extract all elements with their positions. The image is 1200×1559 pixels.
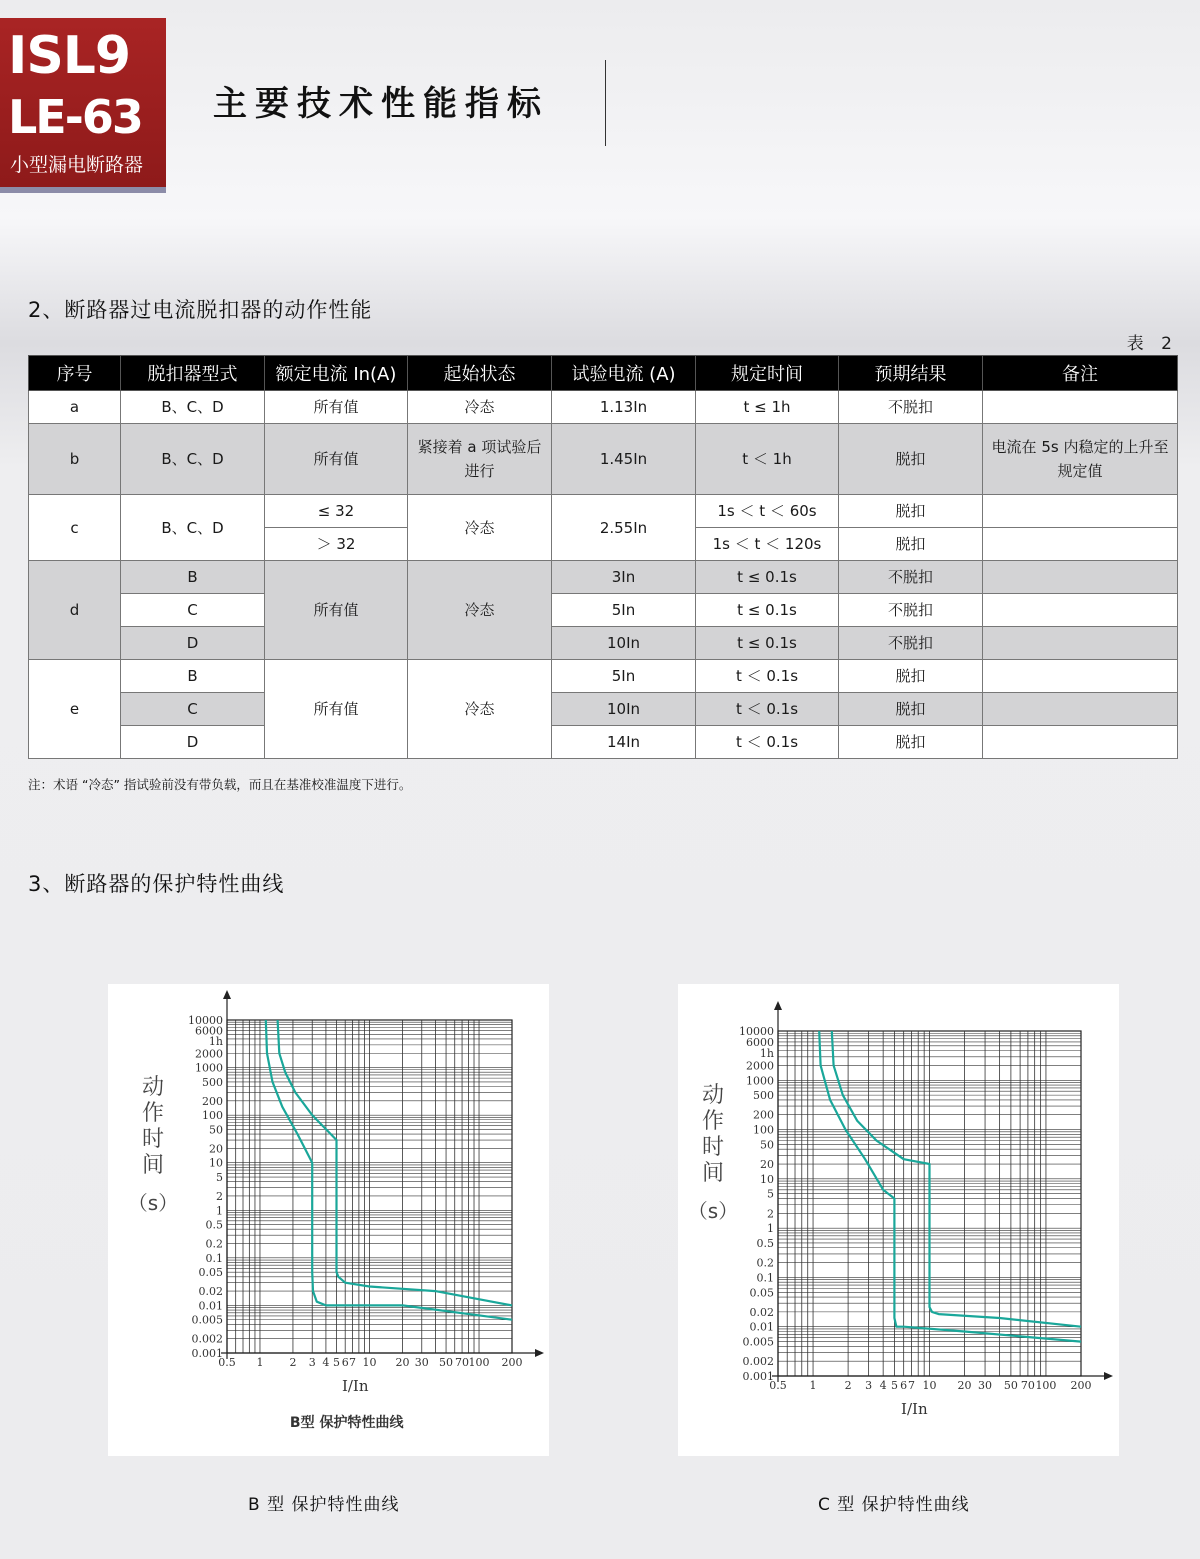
x-axis-arrow	[535, 1349, 544, 1357]
y-tick-label: 1000	[746, 1074, 774, 1088]
y-axis-unit: （s）	[127, 1191, 179, 1215]
x-tick-label: 3	[308, 1356, 316, 1369]
x-axis-arrow	[1104, 1372, 1113, 1380]
y-tick-label: 0.005	[191, 1313, 223, 1327]
y-tick-label: 0.001	[191, 1347, 223, 1360]
table-footnote: 注：术语 “冷态” 指试验前没有带负载，而且在基准校准温度下进行。	[28, 777, 412, 792]
x-tick-label: 100	[468, 1356, 490, 1369]
cell-type: B、C、D	[121, 495, 265, 561]
cell-test-current: 10In	[552, 693, 696, 726]
cell-type: D	[121, 726, 265, 759]
y-axis-arrow	[774, 1001, 782, 1010]
cell-test-current: 10In	[552, 627, 696, 660]
cell-test-current: 1.45In	[552, 424, 696, 495]
y-tick-label: 0.02	[198, 1285, 223, 1299]
y-tick-label: 0.2	[205, 1237, 223, 1251]
logo-model-line: ISL9	[8, 26, 131, 86]
cell-test-current: 5In	[552, 660, 696, 693]
x-tick-label: 200	[1070, 1379, 1092, 1392]
b-curve-plot	[108, 984, 549, 1456]
x-axis-label: I/In	[341, 1377, 369, 1395]
y-tick-label: 5	[216, 1171, 223, 1185]
y-tick-label: 0.01	[198, 1299, 223, 1313]
x-tick-label: 0.5	[769, 1379, 787, 1392]
cell-result: 脱扣	[839, 424, 983, 495]
x-tick-label: 20	[957, 1379, 972, 1392]
y-tick-label: 1h	[759, 1046, 774, 1060]
header-test-current: 试验电流 (A)	[552, 356, 696, 391]
x-tick-label: 10	[922, 1379, 937, 1392]
y-tick-label: 0.002	[191, 1332, 223, 1346]
cell-index: a	[29, 391, 121, 424]
y-tick-label: 20	[760, 1158, 774, 1172]
cell-result: 脱扣	[839, 693, 983, 726]
cell-note	[983, 495, 1178, 528]
x-tick-label: 30	[414, 1356, 429, 1369]
cell-test-current: 2.55In	[552, 495, 696, 561]
chart-title: B型 保护特性曲线	[289, 1415, 404, 1431]
x-tick-label: 4	[879, 1379, 887, 1392]
x-tick-label: 5	[333, 1356, 341, 1369]
cell-test-current: 5In	[552, 594, 696, 627]
y-tick-label: 0.5	[205, 1218, 223, 1232]
cell-result: 不脱扣	[839, 594, 983, 627]
cell-time: t ≤ 1h	[696, 391, 839, 424]
y-tick-label: 10000	[188, 1014, 223, 1027]
cell-test-current: 3In	[552, 561, 696, 594]
y-axis-label-char: 时	[701, 1135, 725, 1160]
y-tick-label: 10	[760, 1172, 774, 1186]
y-tick-label: 0.1	[756, 1271, 774, 1285]
logo-product-name: 小型漏电断路器	[10, 154, 144, 176]
y-axis-unit: （s）	[687, 1199, 739, 1223]
cell-time: t ＜ 0.1s	[696, 726, 839, 759]
cell-index: c	[29, 495, 121, 561]
cell-state: 冷态	[408, 495, 552, 561]
b-curve-caption: B 型 保护特性曲线	[248, 1495, 400, 1515]
title-divider	[605, 60, 606, 146]
cell-time: t ＜ 0.1s	[696, 693, 839, 726]
y-axis-label-char: 动	[701, 1083, 725, 1108]
cell-state: 冷态	[408, 660, 552, 759]
y-tick-label: 0.1	[205, 1251, 223, 1265]
x-tick-label: 30	[978, 1379, 993, 1392]
y-tick-label: 50	[760, 1138, 774, 1152]
header-initial-state: 起始状态	[408, 356, 552, 391]
cell-time: t ＜ 1h	[696, 424, 839, 495]
y-tick-label: 2000	[746, 1059, 774, 1073]
table-row	[29, 495, 1178, 528]
x-tick-label: 4	[322, 1356, 330, 1369]
x-tick-label: 100	[1035, 1379, 1057, 1392]
logo-variant-line: LE-63	[8, 90, 142, 144]
x-tick-label: 2	[844, 1379, 852, 1392]
x-tick-label: 0.5	[218, 1356, 236, 1369]
cell-type: C	[121, 594, 265, 627]
y-tick-label: 10000	[739, 1025, 774, 1038]
x-tick-label: 10	[362, 1356, 377, 1369]
y-tick-label: 500	[202, 1075, 223, 1089]
cell-type: D	[121, 627, 265, 660]
table-row	[29, 561, 1178, 594]
table-label: 表 2	[1126, 334, 1178, 354]
cell-note	[983, 693, 1178, 726]
x-tick-label: 7	[907, 1379, 915, 1392]
cell-note	[983, 594, 1178, 627]
table-row	[29, 627, 1178, 660]
header-rated-current: 额定电流 In(A)	[265, 356, 408, 391]
y-axis-label-char: 间	[141, 1153, 165, 1178]
header-release-type: 脱扣器型式	[121, 356, 265, 391]
y-tick-label: 2000	[195, 1047, 223, 1061]
y-tick-label: 200	[202, 1094, 223, 1108]
table-row	[29, 594, 1178, 627]
y-tick-label: 0.05	[749, 1286, 774, 1300]
cell-time: t ＜ 0.1s	[696, 660, 839, 693]
table-row	[29, 726, 1178, 759]
cell-current: ＞ 32	[265, 528, 408, 561]
cell-note	[983, 391, 1178, 424]
cell-index: e	[29, 660, 121, 759]
cell-result: 不脱扣	[839, 561, 983, 594]
y-tick-label: 2	[767, 1207, 774, 1221]
cell-type: B、C、D	[121, 424, 265, 495]
y-tick-label: 6000	[746, 1035, 774, 1049]
cell-time: t ≤ 0.1s	[696, 594, 839, 627]
y-tick-label: 10	[209, 1156, 223, 1170]
cell-time: t ≤ 0.1s	[696, 627, 839, 660]
trip-performance-table	[28, 355, 1178, 759]
c-curve-plot	[678, 984, 1119, 1456]
y-tick-label: 1	[767, 1222, 774, 1236]
cell-note	[983, 660, 1178, 693]
cell-note: 电流在 5s 内稳定的上升至规定值	[983, 424, 1178, 495]
x-tick-label: 7	[349, 1356, 357, 1369]
y-axis-label	[128, 1075, 178, 1215]
cell-current: 所有值	[265, 660, 408, 759]
y-tick-label: 100	[753, 1123, 774, 1137]
x-tick-label: 1	[809, 1379, 817, 1392]
header-index: 序号	[29, 356, 121, 391]
cell-test-current: 1.13In	[552, 391, 696, 424]
y-tick-label: 0.002	[742, 1355, 774, 1369]
cell-note	[983, 528, 1178, 561]
cell-time: 1s ＜ t ＜ 120s	[696, 528, 839, 561]
y-tick-label: 0.2	[756, 1256, 774, 1270]
x-tick-label: 2	[289, 1356, 297, 1369]
cell-type: B	[121, 660, 265, 693]
y-tick-label: 6000	[195, 1024, 223, 1038]
section-3-title: 3、断路器的保护特性曲线	[28, 872, 285, 896]
y-tick-label: 500	[753, 1089, 774, 1103]
b-curve-chart	[108, 984, 549, 1456]
y-tick-label: 0.5	[756, 1236, 774, 1250]
y-axis-label-char: 时	[141, 1127, 165, 1152]
x-tick-label: 200	[501, 1356, 523, 1369]
cell-type: C	[121, 693, 265, 726]
cell-note	[983, 561, 1178, 594]
y-tick-label: 0.001	[742, 1370, 774, 1383]
cell-index: b	[29, 424, 121, 495]
x-tick-label: 5	[890, 1379, 898, 1392]
cell-state: 紧接着 a 项试验后进行	[408, 424, 552, 495]
y-axis-arrow	[223, 990, 231, 999]
header-expected-result: 预期结果	[839, 356, 983, 391]
x-tick-label: 50	[439, 1356, 454, 1369]
y-tick-label: 5	[767, 1187, 774, 1201]
c-curve-caption: C 型 保护特性曲线	[818, 1495, 970, 1515]
cell-result: 不脱扣	[839, 627, 983, 660]
y-tick-label: 0.05	[198, 1266, 223, 1280]
y-tick-label: 100	[202, 1109, 223, 1123]
y-tick-label: 50	[209, 1123, 223, 1137]
cell-result: 不脱扣	[839, 391, 983, 424]
brand-logo	[0, 18, 166, 193]
cell-type: B、C、D	[121, 391, 265, 424]
x-tick-label: 3	[865, 1379, 873, 1392]
cell-time: 1s ＜ t ＜ 60s	[696, 495, 839, 528]
cell-time: t ≤ 0.1s	[696, 561, 839, 594]
y-tick-label: 20	[209, 1142, 223, 1156]
cell-result: 脱扣	[839, 660, 983, 693]
x-tick-label: 6	[900, 1379, 908, 1392]
y-tick-label: 0.02	[749, 1305, 774, 1319]
table-row	[29, 693, 1178, 726]
y-tick-label: 1000	[195, 1061, 223, 1075]
x-tick-label: 1	[256, 1356, 264, 1369]
header-remarks: 备注	[983, 356, 1178, 391]
x-tick-label: 70	[1020, 1379, 1035, 1392]
cell-note	[983, 627, 1178, 660]
cell-result: 脱扣	[839, 495, 983, 528]
x-tick-label: 6	[341, 1356, 349, 1369]
x-axis-label: I/In	[901, 1400, 928, 1418]
cell-type: B	[121, 561, 265, 594]
y-tick-label: 200	[753, 1108, 774, 1122]
cell-state: 冷态	[408, 391, 552, 424]
y-tick-label: 2	[216, 1189, 223, 1203]
y-axis-label-char: 作	[701, 1109, 725, 1134]
c-curve-chart	[678, 984, 1119, 1456]
cell-result: 脱扣	[839, 528, 983, 561]
x-tick-label: 50	[1003, 1379, 1018, 1392]
section-2-title: 2、断路器过电流脱扣器的动作性能	[28, 298, 373, 322]
y-axis-label-char: 间	[701, 1161, 725, 1186]
cell-index: d	[29, 561, 121, 660]
table-header-row	[29, 356, 1178, 391]
cell-current: ≤ 32	[265, 495, 408, 528]
y-tick-label: 1	[216, 1204, 223, 1218]
cell-current: 所有值	[265, 424, 408, 495]
cell-state: 冷态	[408, 561, 552, 660]
y-axis-label	[688, 1083, 738, 1223]
header-specified-time: 规定时间	[696, 356, 839, 391]
page-title: 主要技术性能指标	[213, 84, 549, 124]
table-row	[29, 660, 1178, 693]
table-row	[29, 391, 1178, 424]
y-tick-label: 1h	[208, 1035, 223, 1049]
cell-test-current: 14In	[552, 726, 696, 759]
x-tick-label: 70	[455, 1356, 470, 1369]
y-tick-label: 0.01	[749, 1320, 774, 1334]
y-tick-label: 0.005	[742, 1335, 774, 1349]
table-row	[29, 424, 1178, 495]
y-axis-label-char: 动	[141, 1075, 165, 1100]
cell-current: 所有值	[265, 561, 408, 660]
cell-current: 所有值	[265, 391, 408, 424]
cell-note	[983, 726, 1178, 759]
cell-result: 脱扣	[839, 726, 983, 759]
y-axis-label-char: 作	[141, 1101, 165, 1126]
x-tick-label: 20	[395, 1356, 410, 1369]
